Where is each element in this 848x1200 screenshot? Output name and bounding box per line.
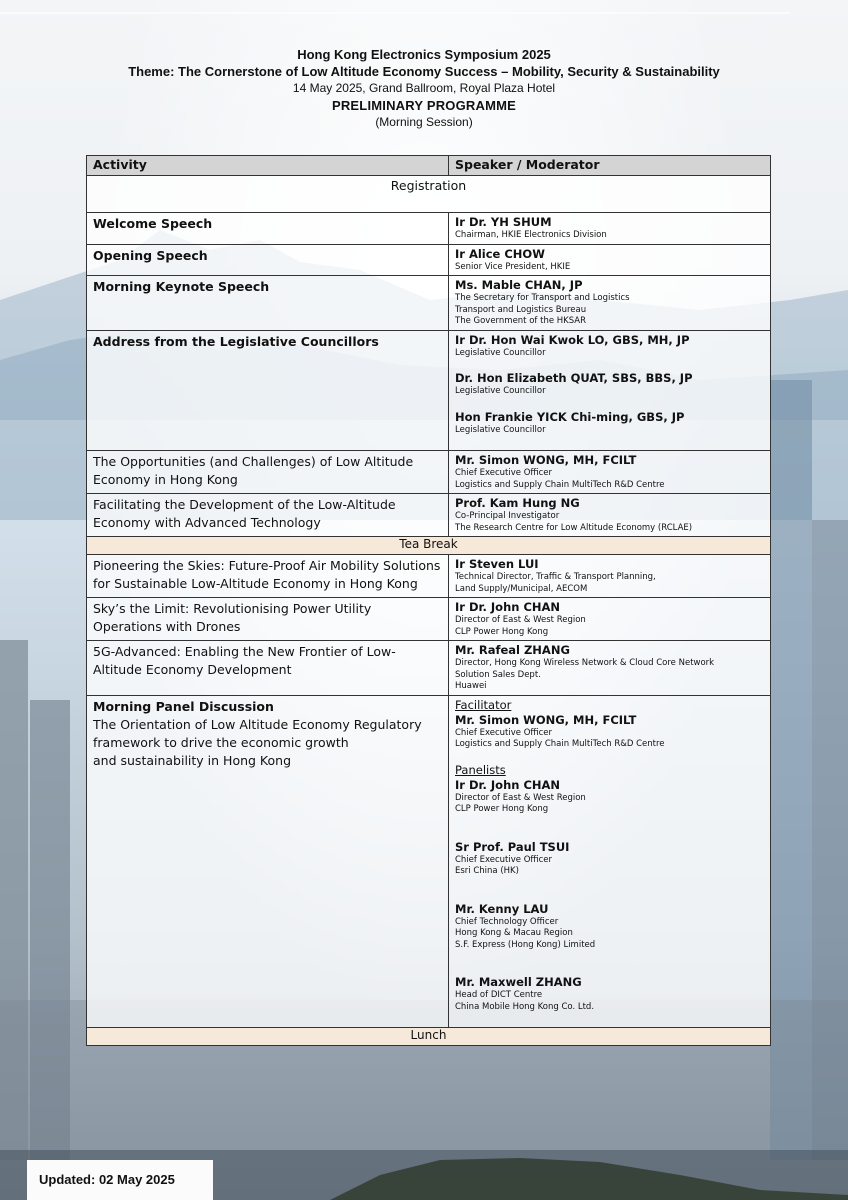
speaker-title: Director of East & West Region xyxy=(455,792,586,803)
speaker-title: Technical Director, Traffic & Transport Planning, xyxy=(455,572,656,582)
speaker-name: Ir Alice CHOW xyxy=(455,246,545,261)
programme-row xyxy=(87,494,771,537)
speaker-name: Ir Dr. John CHAN xyxy=(455,777,561,792)
speaker-title: Solution Sales Dept. xyxy=(455,669,541,680)
panel-speaker-cell xyxy=(449,695,771,1028)
speaker-name: Sr Prof. Paul TSUI xyxy=(455,839,570,854)
speaker-cell xyxy=(449,213,771,245)
speaker-name: Ir Dr. John CHAN xyxy=(455,600,561,614)
speaker-title: China Mobile Hong Kong Co. Ltd. xyxy=(455,1001,595,1012)
programme-row xyxy=(87,555,771,598)
panel-topic-line: The Orientation of Low Altitude Economy Regulatory xyxy=(93,716,422,732)
speaker-title: Chief Technology Officer xyxy=(455,916,559,927)
programme-table xyxy=(86,155,771,1046)
event-theme: Theme: The Cornerstone of Low Altitude Economy Success – Mobility, Security & Sustainability xyxy=(128,64,720,79)
spacer xyxy=(455,878,764,890)
panel-topic-line: and sustainability in Hong Kong xyxy=(93,752,292,768)
programme-header xyxy=(0,46,848,131)
speaker-name: Ir Steven LUI xyxy=(455,557,539,571)
panelists-label: Panelists xyxy=(455,762,506,777)
speaker-cell xyxy=(449,451,771,494)
activity-cell: Pioneering the Skies: Future-Proof Air Mobility Solutions for Sustainable Low-Altitude Economy in Hong Kong xyxy=(87,555,449,598)
spacer xyxy=(455,816,764,828)
registration-cell: Registration xyxy=(87,176,771,213)
programme-row xyxy=(87,213,771,245)
speaker-title: Chief Executive Officer xyxy=(455,854,552,865)
speaker-title: Transport and Logistics Bureau xyxy=(455,304,587,315)
speaker-title: Chairman, HKIE Electronics Division xyxy=(455,230,607,240)
speaker-title: Head of DICT Centre xyxy=(455,990,543,1000)
speaker-title: Director of East & West Region xyxy=(455,615,586,625)
lunch-row xyxy=(87,1028,771,1046)
column-header-speaker: Speaker / Moderator xyxy=(449,156,771,176)
programme-row xyxy=(87,244,771,276)
activity-cell: 5G-Advanced: Enabling the New Frontier of Low-Altitude Economy Development xyxy=(87,641,449,696)
speaker-title: Huawei xyxy=(455,681,487,691)
programme-row xyxy=(87,330,771,451)
facilitator-label: Facilitator xyxy=(455,697,512,712)
activity-cell: The Opportunities (and Challenges) of Low Altitude Economy in Hong Kong xyxy=(87,451,449,494)
programme-row xyxy=(87,276,771,331)
speaker-title: Esri China (HK) xyxy=(455,866,519,876)
speaker-name: Mr. Kenny LAU xyxy=(455,901,549,916)
speaker-title: CLP Power Hong Kong xyxy=(455,626,549,637)
speaker-title: Director, Hong Kong Wireless Network & Cloud Core Network xyxy=(455,658,715,668)
activity-cell: Morning Keynote Speech xyxy=(87,276,449,331)
activity-cell: Sky’s the Limit: Revolutionising Power Utility Operations with Drones xyxy=(87,598,449,641)
speaker-cell xyxy=(449,598,771,641)
spacer xyxy=(455,436,764,448)
speaker-title: Logistics and Supply Chain MultiTech R&D Centre xyxy=(455,479,665,490)
programme-row xyxy=(87,598,771,641)
speaker-cell xyxy=(449,330,771,451)
speaker-title: Legislative Councillor xyxy=(455,347,546,358)
speaker-title: Chief Executive Officer xyxy=(455,468,552,478)
activity-cell: Opening Speech xyxy=(87,244,449,276)
speaker-title: Hong Kong & Macau Region xyxy=(455,928,573,938)
tea-break-cell: Tea Break xyxy=(87,537,771,555)
panel-row xyxy=(87,695,771,1028)
event-title: Hong Kong Electronics Symposium 2025 xyxy=(297,47,551,62)
tea-break-row xyxy=(87,537,771,555)
activity-cell: Address from the Legislative Councillors xyxy=(87,330,449,451)
event-date-venue: 14 May 2025, Grand Ballroom, Royal Plaza Hotel xyxy=(292,81,556,95)
programme-row xyxy=(87,451,771,494)
spacer xyxy=(455,828,764,840)
speaker-name: Mr. Simon WONG, MH, FCILT xyxy=(455,453,637,467)
speaker-title: S.F. Express (Hong Kong) Limited xyxy=(455,939,596,950)
speaker-title: The Secretary for Transport and Logistics xyxy=(455,293,630,303)
spacer xyxy=(455,963,764,975)
speaker-cell xyxy=(449,555,771,598)
speaker-title: Chief Executive Officer xyxy=(455,727,552,738)
spacer xyxy=(455,890,764,902)
table-header-row xyxy=(87,156,771,176)
speaker-name: Ms. Mable CHAN, JP xyxy=(455,278,583,292)
programme-row xyxy=(87,641,771,696)
speaker-cell xyxy=(449,244,771,276)
speaker-cell xyxy=(449,641,771,696)
activity-cell: Facilitating the Development of the Low-Altitude Economy with Advanced Technology xyxy=(87,494,449,537)
activity-cell: Welcome Speech xyxy=(87,213,449,245)
speaker-name: Ir Dr. YH SHUM xyxy=(455,215,552,229)
speaker-title: Logistics and Supply Chain MultiTech R&D Centre xyxy=(455,739,665,749)
panel-title: Morning Panel Discussion xyxy=(93,698,274,714)
panel-topic-line: framework to drive the economic growth xyxy=(93,734,349,750)
registration-row xyxy=(87,176,771,213)
speaker-title: Senior Vice President, HKIE xyxy=(455,261,571,272)
speaker-name: Mr. Maxwell ZHANG xyxy=(455,975,582,989)
speaker-cell xyxy=(449,494,771,537)
speaker-title: Legislative Councillor xyxy=(455,386,546,396)
updated-date: Updated: 02 May 2025 xyxy=(27,1160,213,1200)
speaker-title: The Research Centre for Low Altitude Economy (RCLAE) xyxy=(455,522,693,533)
speaker-title: Land Supply/Municipal, AECOM xyxy=(455,583,588,594)
session-label: (Morning Session) xyxy=(375,115,473,129)
programme-label: PRELIMINARY PROGRAMME xyxy=(331,98,517,113)
speaker-name: Prof. Kam Hung NG xyxy=(455,496,580,510)
spacer xyxy=(455,1013,764,1025)
speaker-name: Mr. Rafeal ZHANG xyxy=(455,643,570,657)
speaker-name: Ir Dr. Hon Wai Kwok LO, GBS, MH, JP xyxy=(455,332,690,347)
speaker-name: Dr. Hon Elizabeth QUAT, SBS, BBS, JP xyxy=(455,371,693,385)
speaker-name: Hon Frankie YICK Chi-ming, GBS, JP xyxy=(455,409,685,424)
speaker-cell xyxy=(449,276,771,331)
spacer xyxy=(455,359,764,371)
speaker-title: Co-Principal Investigator xyxy=(455,511,560,521)
speaker-title: CLP Power Hong Kong xyxy=(455,804,549,814)
speaker-title: The Government of the HKSAR xyxy=(455,316,587,326)
spacer xyxy=(455,398,764,410)
panel-activity-cell xyxy=(87,695,449,1028)
lunch-cell: Lunch xyxy=(87,1028,771,1046)
spacer xyxy=(455,951,764,963)
spacer xyxy=(455,751,764,763)
speaker-title: Legislative Councillor xyxy=(455,424,546,435)
speaker-name: Mr. Simon WONG, MH, FCILT xyxy=(455,712,637,727)
column-header-activity: Activity xyxy=(87,156,449,176)
